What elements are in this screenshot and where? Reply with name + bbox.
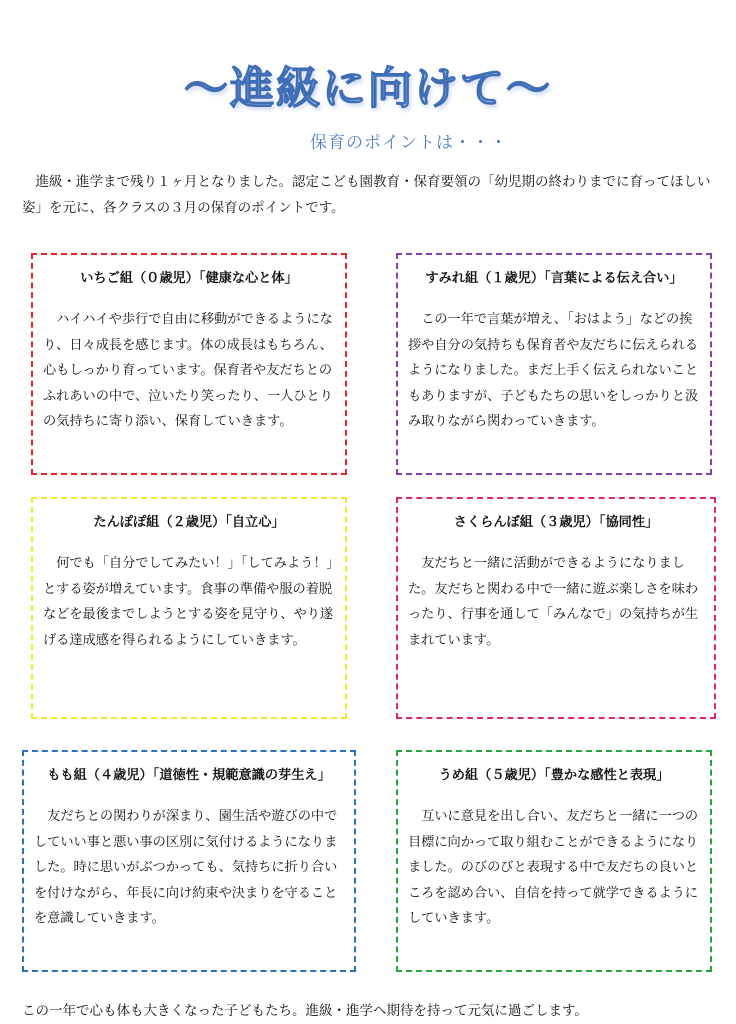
class-body: 互いに意見を出し合い、友だちと一緒に一つの目標に向かって取り組むことができるようになりました。のびのびと表現する中で友だちの良いところを認め合い、自信を持って就学できるようにしていきます。 bbox=[408, 809, 699, 927]
class-body: 友だちとの関わりが深まり、園生活や遊びの中でしていい事と悪い事の区別に気付けるようになりました。時に思いがぶつかっても、気持ちに折り合いを付けながら、年長に向け約束や決まりを守ることを意識していきます。 bbox=[34, 809, 338, 927]
page-subtitle: 保育のポイントは・・・ bbox=[310, 133, 508, 153]
class-body: ハイハイや歩行で自由に移動ができるようになり、日々成長を感じます。体の成長はもちろん、心もしっかり育っています。保育者や友だちとのふれあいの中で、泣いたり笑ったり、一人ひとりの気持ちに寄り添い、保育していきます。 bbox=[43, 312, 333, 430]
intro-paragraph: 進級・進学まで残り１ヶ月となりました。認定こども園教育・保育要領の「幼児期の終わりまでに育ってほしい姿」を元に、各クラスの３月の保育のポイントです。 bbox=[22, 174, 711, 216]
class-title: もも組（４歳児）「道徳性・規範意識の芽生え」 bbox=[47, 768, 331, 783]
class-title: うめ組（５歳児）「豊かな感性と表現」 bbox=[438, 768, 670, 783]
class-box-ume bbox=[396, 750, 712, 972]
class-box-ichigo bbox=[31, 253, 347, 475]
class-title: さくらんぼ組（３歳児）「協同性」 bbox=[453, 515, 659, 530]
class-box-tanpopo bbox=[31, 497, 347, 719]
footer-text: この一年で心も体も大きくなった子どもたち。進級・進学へ期待を持って元気に過ごします。 bbox=[22, 1003, 588, 1019]
class-box-sumire bbox=[396, 253, 712, 475]
class-body: この一年で言葉が増え、「おはよう」などの挨拶や自分の気持ちも保育者や友だちに伝えられるようになりました。まだ上手く伝えられないこともありますが、子どもたちの思いをしっかりと汲み取りながら関わっていきます。 bbox=[408, 312, 699, 430]
class-body: 何でも「自分でしてみたい！」「してみよう！」とする姿が増えています。食事の準備や服の着脱などを最後までしようとする姿を見守り、やり遂げる達成感を得られるようにしていきます。 bbox=[43, 556, 334, 648]
page-title: 〜進級に向けて〜 bbox=[184, 63, 552, 114]
class-title: すみれ組（１歳児）「言葉による伝え合い」 bbox=[425, 271, 683, 286]
class-box-momo bbox=[22, 750, 356, 972]
class-body: 友だちと一緒に活動ができるようになりました。友だちと関わる中で一緒に遊ぶ楽しさを味わったり、行事を通して「みんなで」の気持ちが生まれています。 bbox=[408, 556, 699, 648]
class-title: いちご組（０歳児）「健康な心と体」 bbox=[80, 271, 298, 286]
class-box-sakuranbo bbox=[396, 497, 716, 719]
class-title: たんぽぽ組（２歳児）「自立心」 bbox=[93, 515, 285, 530]
